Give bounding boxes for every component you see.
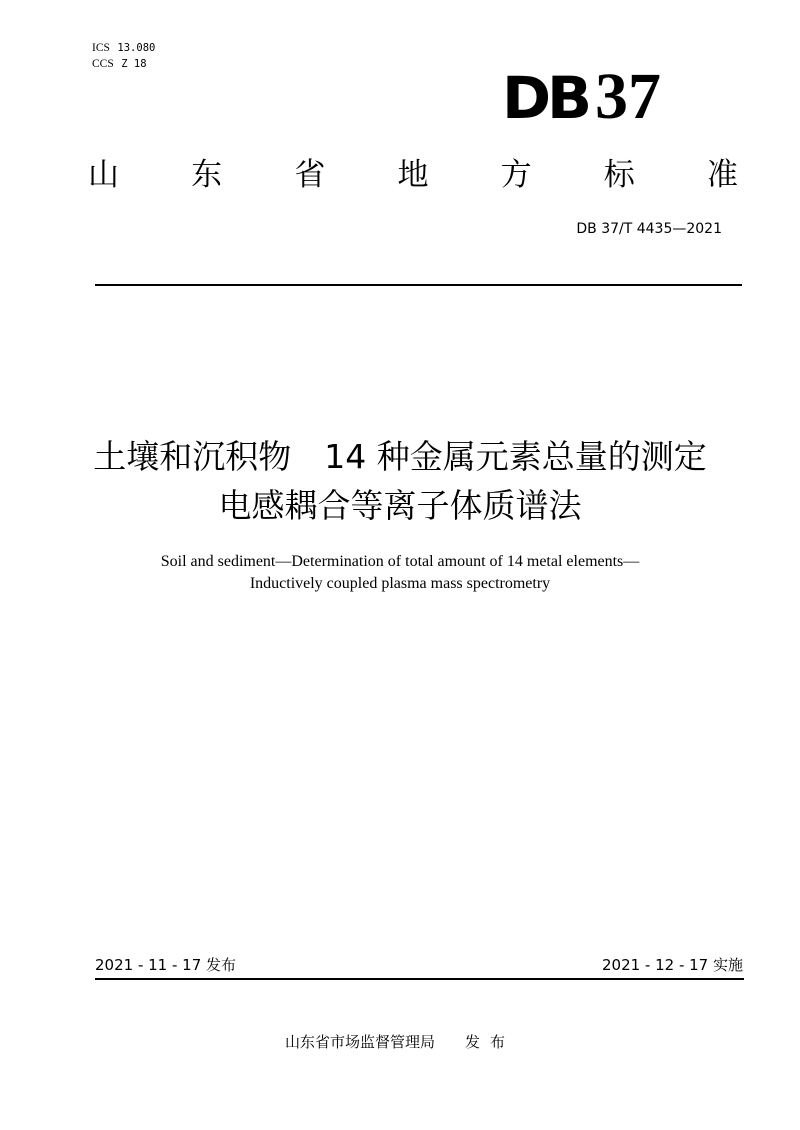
ics-label: ICS xyxy=(92,42,110,54)
standard-type-char: 准 xyxy=(706,157,738,193)
footer-divider xyxy=(95,978,744,980)
title-cn-line2: 电感耦合等离子体质谱法 xyxy=(218,486,582,525)
standard-type-char: 方 xyxy=(500,157,532,193)
logo-prefix: DB xyxy=(502,64,589,132)
classification-block xyxy=(92,40,155,72)
ccs-value: Z 18 xyxy=(121,58,147,70)
standard-type-heading xyxy=(88,153,738,197)
issuer-line xyxy=(0,1031,800,1053)
issue-date: 2021 - 11 - 17 发布 xyxy=(95,956,237,974)
issuer-name: 山东省市场监督管理局 xyxy=(284,1033,435,1051)
ics-line xyxy=(92,40,155,56)
ics-value: 13.080 xyxy=(117,42,156,54)
ccs-label: CCS xyxy=(92,58,114,70)
standard-type-char: 东 xyxy=(191,157,223,193)
logo-number: 37 xyxy=(595,60,661,133)
standard-type-char: 标 xyxy=(603,157,635,193)
standard-type-char: 地 xyxy=(397,157,429,193)
title-cn-line1: 土壤和沉积物 14 种金属元素总量的测定 xyxy=(93,437,707,476)
standard-type-char: 省 xyxy=(294,157,326,193)
standard-number: DB 37/T 4435—2021 xyxy=(576,221,722,237)
implementation-date: 2021 - 12 - 17 实施 xyxy=(601,956,743,974)
ccs-line xyxy=(92,56,155,72)
standard-type-char: 山 xyxy=(88,157,119,193)
issuer-action: 发布 xyxy=(465,1033,516,1051)
header-divider xyxy=(95,284,742,286)
title-en-line2: Inductively coupled plasma mass spectrometry xyxy=(249,575,551,592)
db37-logo xyxy=(502,60,692,133)
title-en-line1: Soil and sediment—Determination of total amount of 14 metal elements— xyxy=(160,553,640,570)
